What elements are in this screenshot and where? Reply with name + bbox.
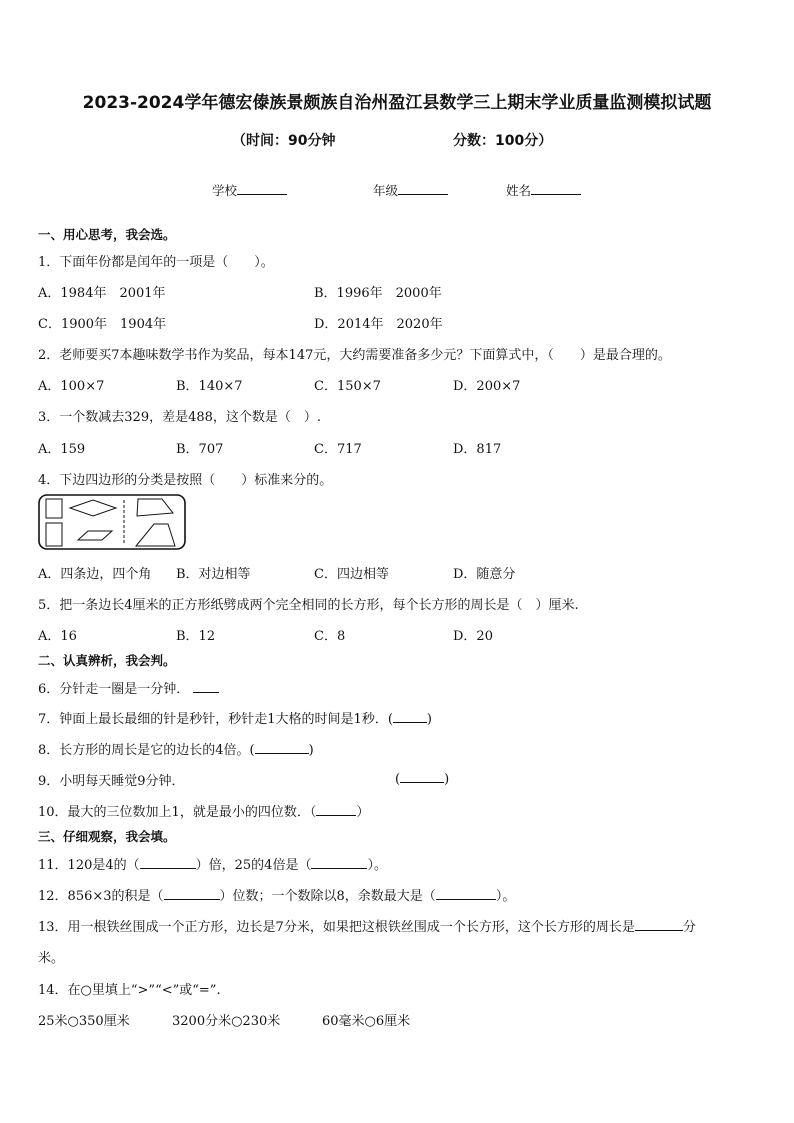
q5-option-d: D．20	[453, 629, 493, 644]
q1-option-a: A．1984年 2001年	[38, 286, 166, 301]
q8-answer-blank[interactable]	[255, 741, 309, 754]
q6-stem: 6．分针走一圈是一分钟．	[38, 682, 190, 697]
irregular-quad-shape	[137, 499, 173, 516]
grade-blank	[398, 182, 448, 195]
q6-answer-blank[interactable]	[193, 680, 219, 693]
q14-expr-2: 3200分米○230米	[172, 1014, 281, 1029]
q11-blank-2[interactable]	[311, 856, 367, 869]
q1-option-c: C．1900年 1904年	[38, 317, 167, 332]
q3-option-b: B．707	[176, 442, 224, 457]
q11-line	[38, 854, 387, 873]
section-3-heading: 三、仔细观察，我会填。	[38, 829, 176, 844]
q13-line1	[38, 916, 696, 935]
q13-unit: 分	[682, 920, 696, 935]
page-title: 2023-2024学年德宏傣族景颇族自治州盈江县数学三上期末学业质量监测模拟试题	[82, 93, 712, 113]
exam-time: （时间：90分钟	[232, 133, 336, 149]
q10-stem: 10．最大的三位数加上1，就是最小的四位数．（	[38, 805, 317, 820]
section-2-heading: 二、认真辨析，我会判。	[38, 653, 176, 668]
q8-close: )	[308, 743, 314, 758]
name-field	[506, 181, 581, 199]
q2-option-c: C．150×7	[314, 379, 381, 394]
q1-option-d: D．2014年 2020年	[314, 317, 443, 332]
q11-part3: ）。	[367, 858, 387, 873]
q11-part2: ）倍，25的4倍是（	[195, 858, 312, 873]
q9-open: (	[395, 772, 401, 787]
q10-close: ）	[356, 805, 370, 820]
q5-option-a: A．16	[38, 629, 77, 644]
name-label: 姓名	[506, 183, 532, 198]
q2-option-a: A．100×7	[38, 379, 105, 394]
parallelogram-shape	[78, 531, 112, 540]
q12-line	[38, 885, 515, 904]
q11-part1: 11．120是4的（	[38, 858, 140, 873]
trapezoid-shape	[136, 524, 175, 546]
q2-option-b: B．140×7	[176, 379, 243, 394]
q9-close: )	[444, 772, 450, 787]
q12-blank-1[interactable]	[164, 887, 220, 900]
q7-close: )	[426, 712, 432, 727]
q1-option-b: B．1996年 2000年	[314, 286, 442, 301]
q8-stem: 8．长方形的周长是它的边长的4倍。(	[38, 743, 255, 758]
q9-stem: 9．小明每天睡觉9分钟．	[38, 774, 185, 789]
q3-option-a: A．159	[38, 442, 86, 457]
q7-answer-blank[interactable]	[393, 710, 427, 723]
q3-option-d: D．817	[453, 442, 502, 457]
q11-blank-1[interactable]	[140, 856, 196, 869]
q1-stem: 1．下面年份都是闰年的一项是（ ）。	[38, 255, 274, 270]
q10-answer-blank[interactable]	[316, 803, 356, 816]
q5-stem: 5．把一条边长4厘米的正方形纸劈成两个完全相同的长方形，每个长方形的周长是（ ）厘米.	[38, 598, 579, 613]
name-blank	[531, 182, 581, 195]
q3-stem: 3．一个数减去329，差是488，这个数是（ ）.	[38, 410, 322, 425]
q8-line	[38, 739, 314, 758]
q2-option-d: D．200×7	[453, 379, 521, 394]
q12-part2: ）位数；一个数除以8，余数最大是（	[219, 889, 436, 904]
section-1-heading: 一、用心思考，我会选。	[38, 227, 176, 242]
q4-stem: 4．下边四边形的分类是按照（ ）标准来分的。	[38, 473, 333, 488]
q4-option-a: A．四条边，四个角	[38, 567, 152, 582]
q10-line	[38, 801, 369, 820]
q6-line	[38, 678, 219, 697]
q14-expr-3: 60毫米○6厘米	[322, 1014, 411, 1029]
q2-stem: 2．老师要买7本趣味数学书作为奖品，每本147元，大约需要准备多少元？下面算式中，（ ）是最合理的。	[38, 348, 671, 363]
q3-option-c: C．717	[314, 442, 362, 457]
q13-line2: 米。	[38, 951, 65, 966]
grade-field	[373, 181, 448, 199]
q14-stem: 14．在○里填上“>”“<”或“=”.	[38, 983, 221, 998]
q5-option-c: C．8	[314, 629, 346, 644]
q14-expr-1: 25米○350厘米	[38, 1014, 130, 1029]
school-blank	[237, 182, 287, 195]
q13-text: 13．用一根铁丝围成一个正方形，边长是7分米，如果把这根铁丝围成一个长方形，这个长方形的周长是	[38, 920, 635, 935]
school-label: 学校	[212, 183, 238, 198]
q9-answer-blank[interactable]	[400, 770, 444, 783]
q12-part1: 12．856×3的积是（	[38, 889, 164, 904]
q13-blank[interactable]	[635, 918, 683, 931]
q7-stem: 7．钟面上最长最细的针是秒针，秒针走1大格的时间是1秒．(	[38, 712, 393, 727]
rectangle-shape	[46, 523, 62, 546]
grade-label: 年级	[373, 183, 399, 198]
exam-score: 分数：100分）	[453, 133, 553, 149]
square-shape	[46, 499, 62, 518]
figure-frame	[39, 495, 185, 549]
q4-option-d: D．随意分	[453, 567, 516, 582]
q12-part3: ）。	[495, 889, 516, 904]
q4-option-c: C．四边相等	[314, 567, 389, 582]
q4-option-b: B．对边相等	[176, 567, 251, 582]
quadrilateral-figure	[38, 494, 186, 550]
school-field	[212, 181, 287, 199]
q7-line	[38, 708, 432, 727]
q9-answer	[395, 770, 449, 787]
rhombus-shape	[70, 500, 116, 516]
q5-option-b: B．12	[176, 629, 216, 644]
q12-blank-2[interactable]	[436, 887, 496, 900]
